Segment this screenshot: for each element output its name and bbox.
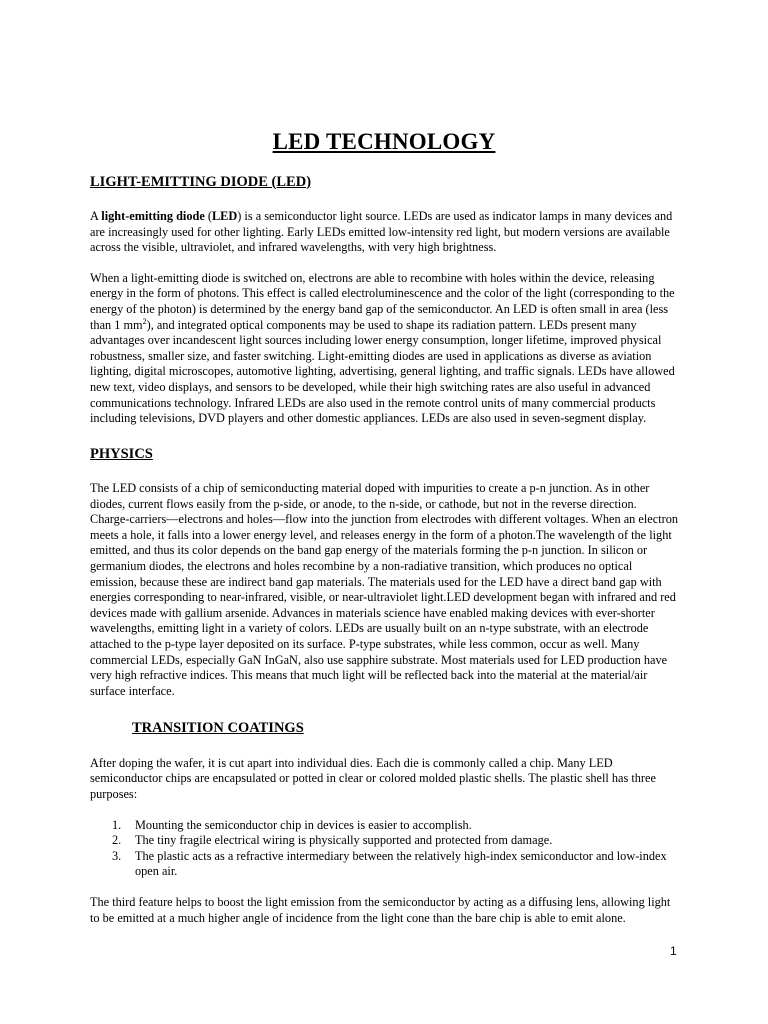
list-item-text: The tiny fragile electrical wiring is physically supported and protected from damage. [135,833,553,848]
intro-paragraph-2 [90,271,678,427]
transition-paragraph-2: The third feature helps to boost the light emission from the semiconductor by acting as a diffusing lens, allowing light to be emitted at a much higher angle of incidence from the light cone than the bare chip is able to emit alone. [90,894,671,925]
list-item-text: Mounting the semiconductor chip in devices is easier to accomplish. [135,817,472,832]
intro-p1-bold-abbrev: LED [211,208,238,223]
section-heading-led: LIGHT-EMITTING DIODE (LED) [90,173,312,190]
page-number: 1 [670,944,677,958]
list-item [90,818,678,834]
intro-p2-superscript: 2 [142,316,147,326]
page-content [90,128,678,941]
intro-paragraph-1 [90,209,678,256]
document-title: LED TECHNOLOGY [272,129,496,154]
transition-paragraph-1: After doping the wafer, it is cut apart into individual dies. Each die is commonly called a chip. Many LED semiconductor chips are encapsulated or potted in clear or colored molded plastic shells. The plastic shell has three purposes: [90,755,656,801]
list-item [90,849,678,880]
list-item [90,833,678,849]
section-heading-physics: PHYSICS [90,445,153,462]
physics-paragraph: The LED consists of a chip of semiconducting material doped with impurities to create a p-n junction. As in other diodes, current flows easily from the p-side, or anode, to the n-side, or cathode, but not in the reverse direction. Charge-carriers—electrons and holes—flow into the junction from electrodes with different voltages. When an electron meets a hole, it falls into a lower energy level, and releases energy in the form of a photon.The wavelength of the light emitted, and thus its color depends on the band gap energy of the materials forming the p-n junction. In silicon or germanium diodes, the electrons and holes recombine by a non-radiative transition, which produces no optical emission, because these are indirect band gap materials. The materials used for the LED have a direct band gap with energies corresponding to near-infrared, visible, or near-ultraviolet light.LED development began with infrared and red devices made with gallium arsenide. Advances in materials science have enabled making devices with ever-shorter wavelengths, emitting light in a variety of colors. LEDs are usually built on an n-type substrate, with an electrode attached to the p-type layer deposited on its surface. P-type substrates, while less common, occur as well. Many commercial LEDs, especially GaN InGaN, also use sapphire substrate. Most materials used for LED production have very high refractive indices. This means that much light will be reflected back into the material at the material/air surface interface. [90,481,679,698]
intro-p1-pre: A [90,208,102,223]
list-item-number: 3. [112,848,122,863]
purposes-list [90,818,678,880]
intro-p1-mid: ( [204,208,212,223]
list-item-text: The plastic acts as a refractive intermediary between the relatively high-index semiconductor and low-index open air. [135,848,667,879]
intro-p2-pre: When a light-emitting diode is switched on, electrons are able to recombine with holes within the device, releasing energy in the form of photons. This effect is called electroluminescence and the color of the light (corresponding to the energy of the photon) is determined by the energy band gap of the semiconductor. An LED is often small in area (less than 1 mm [90,270,675,332]
section-heading-transition-coatings: TRANSITION COATINGS [132,720,304,737]
intro-p1-post: ) is a semiconductor light source. LEDs are used as indicator lamps in many devices and are increasingly used for other lighting. Early LEDs emitted low-intensity red light, but modern versions are available across the visible, ultraviolet, and infrared wavelengths, with very high brightness. [90,208,673,255]
list-item-number: 1. [112,817,122,832]
list-item-number: 2. [112,833,122,848]
intro-p1-bold-term: light-emitting diode [101,208,205,223]
intro-p2-post: ), and integrated optical components may be used to shape its radiation pattern. LEDs present many advantages over incandescent light sources including lower energy consumption, longer lifetime, improved physical robustness, smaller size, and faster switching. Light-emitting diodes are used in applications as diverse as aviation lighting, digital microscopes, automotive lighting, advertising, general lighting, and traffic signals. LEDs have allowed new text, video displays, and sensors to be developed, while their high switching rates are also useful in advanced communications technology. Infrared LEDs are also used in the remote control units of many commercial products including televisions, DVD players and other domestic appliances. LEDs are also used in seven-segment display. [90,317,675,426]
